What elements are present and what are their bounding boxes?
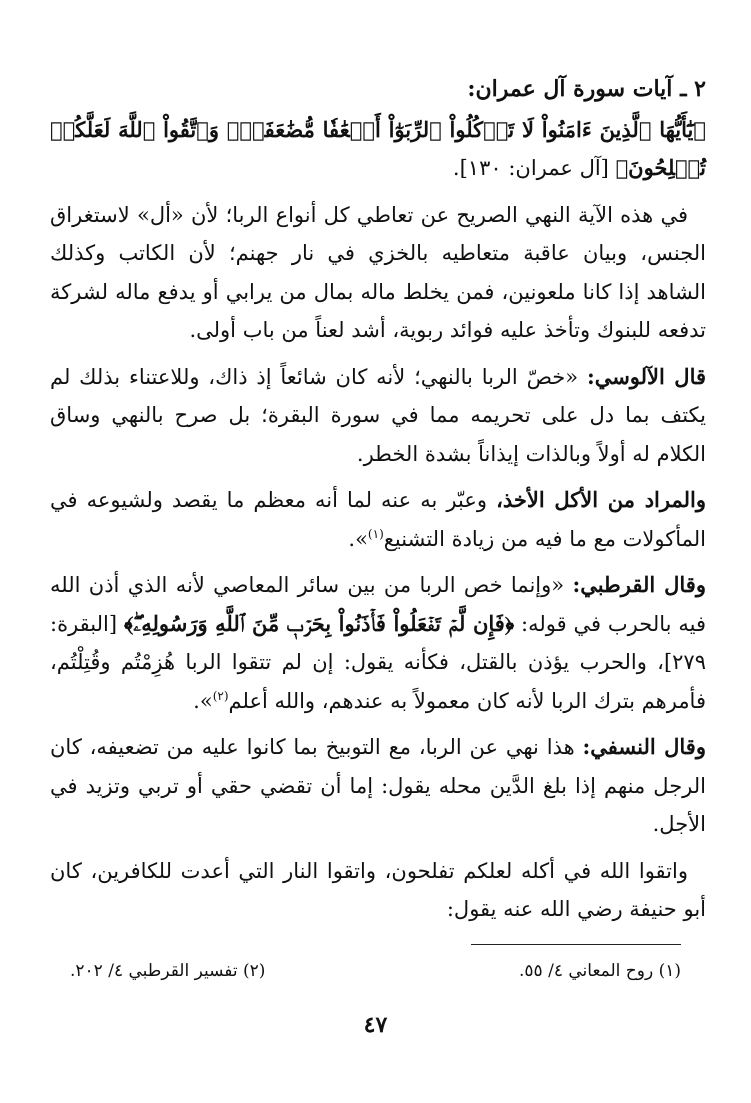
akl-text: وعبّر به عنه لما أنه معظم ما يقصد ولشيوعه في المأكولات مع ما فيه من زيادة التشنيع — [50, 488, 706, 551]
paragraph-final: واتقوا الله في أكله لعلكم تفلحون، واتقوا النار التي أعدت للكافرين، كان أبو حنيفة رضي الله عنه يقول: — [50, 858, 706, 921]
footnote-1: (١) روح المعاني ٤/ ٥٥. — [519, 961, 681, 981]
footnote-ref-1: (١) — [367, 526, 384, 541]
alusi-lead: قال الآلوسي: — [586, 363, 706, 389]
nasafi-lead: وقال النسفي: — [582, 734, 706, 759]
akl-lead: والمراد من الأكل الأخذ، — [496, 487, 706, 512]
page-body — [50, 70, 706, 929]
alusi-text: «خصّ الربا بالنهي؛ لأنه كان شائعاً إذ ذاك، وللاعتناء بذلك لم يكتف بما دل على تحريمه مما في سورة البقرة؛ بل صرح بالنهي وساق الكلام له أولاً وبالذات إيذاناً بشدة الخطر. — [50, 364, 706, 466]
paragraph-akl — [50, 481, 706, 558]
qurtubi-lead: وقال القرطبي: — [572, 572, 706, 597]
akl-end: ». — [348, 526, 368, 551]
qurtubi-text-2: [البقرة: ٢٧٩]، والحرب يؤذن بالقتل، فكأنه يقول: إن لم تتقوا الربا هُزِمْتُم وقُتِلْتُم، فأمرهم بترك الربا لأنه كان معمولاً به عندهم، والله أعلم — [50, 611, 706, 713]
qurtubi-text-1: «وإنما خص الربا من بين سائر المعاصي لأنه الذي أذن الله فيه بالحرب في قوله: — [50, 573, 706, 636]
verse-block — [50, 111, 706, 188]
paragraph-nasafi — [50, 728, 706, 844]
paragraph-1: في هذه الآية النهي الصريح عن تعاطي كل أنواع الربا؛ لأن «أل» لاستغراق الجنس، وبيان عاقبة متعاطيه بالخزي في نار جهنم؛ لأن الكاتب وكذلك الشاهد إذا كانا ملعونين، فمن يخلط ماله بمال من يرابي أو يدفع ماله لشركة تدفعه للبنوك وتأخذ عليه فوائد ربوية، أشد لعناً من باب أولى. — [50, 202, 706, 342]
paragraph-alusi — [50, 358, 706, 474]
page-number: ٤٧ — [363, 1012, 388, 1038]
quran-verse: ﴿يَٰٓأَيُّهَا ٱلَّذِينَ ءَامَنُواْ لَا تَأۡكُلُواْ ٱلرِّبَوٰٓاْ أَضۡعَٰفٗا مُّضَٰعَفَةٗۖ وَٱتَّقُواْ ٱللَّهَ لَعَلَّكُمۡ تُفۡلِحُونَ﴾ — [50, 116, 706, 180]
footnote-ref-2: (٢) — [212, 688, 229, 703]
footnote-2: (٢) تفسير القرطبي ٤/ ٢٠٢. — [70, 961, 266, 981]
qurtubi-quran: ﴿فَإِن لَّمۡ تَفۡعَلُواْ فَأۡذَنُواْ بِحَرۡبٖ مِّنَ ٱللَّهِ وَرَسُولِهِۦۖ﴾ — [123, 610, 515, 636]
paragraph-qurtubi — [50, 566, 706, 720]
verse-reference: [آل عمران: ١٣٠]. — [452, 156, 609, 180]
footnotes — [70, 958, 681, 984]
qurtubi-end: ». — [193, 688, 213, 713]
section-heading: ٢ ـ آيات سورة آل عمران: — [467, 76, 706, 102]
nasafi-text: هذا نهي عن الربا، مع التوبيخ بما كانوا عليه من تضعيفه، كان الرجل منهم إذا بلغ الدَّين محله يقول: إما أن تقضي حقي أو تربي وتزيد في الأجل. — [50, 735, 706, 836]
footnote-divider — [471, 944, 681, 945]
